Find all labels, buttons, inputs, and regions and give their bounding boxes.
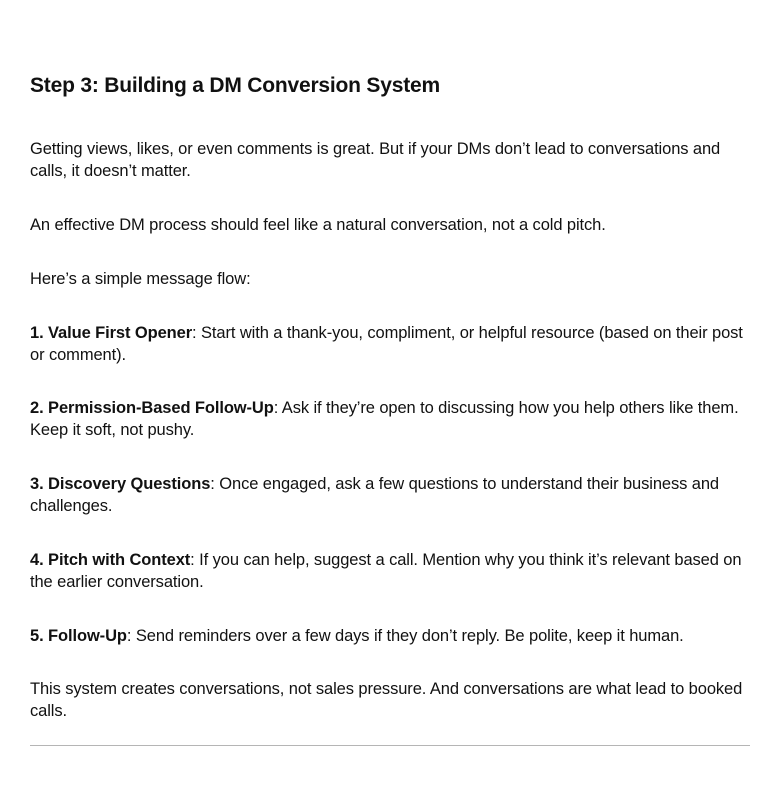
step-item-5	[30, 625, 745, 647]
step-item-4	[30, 549, 745, 593]
section-divider	[30, 745, 750, 746]
step-title: 1. Value First Opener	[30, 324, 193, 342]
step-title: 2. Permission-Based Follow-Up	[30, 399, 274, 417]
intro-paragraph-2: An effective DM process should feel like a natural conversation, not a cold pitch.	[30, 216, 606, 234]
step-title: 3. Discovery Questions	[30, 475, 211, 493]
intro-paragraph-1: Getting views, likes, or even comments is great. But if your DMs don’t lead to conversations and calls, it doesn’t matter.	[30, 140, 721, 180]
step-description: : Once engaged, ask a few questions to understand their business and challenges.	[30, 475, 720, 515]
step-title: 5. Follow-Up	[30, 627, 127, 645]
closing-paragraph: This system creates conversations, not sales pressure. And conversations are what lead to booked calls.	[30, 680, 743, 720]
step-item-2	[30, 397, 745, 441]
intro-paragraph-3: Here’s a simple message flow:	[30, 270, 251, 288]
step-title: 4. Pitch with Context	[30, 551, 191, 569]
step-item-1	[30, 322, 745, 366]
step-description: : Ask if they’re open to discussing how you help others like them. Keep it soft, not pushy.	[30, 399, 739, 439]
step-description: : Start with a thank-you, compliment, or helpful resource (based on their post or comment).	[30, 324, 743, 364]
step-description: : Send reminders over a few days if they don’t reply. Be polite, keep it human.	[126, 627, 684, 645]
step-description: : If you can help, suggest a call. Mention why you think it’s relevant based on the earlier conversation.	[30, 551, 742, 591]
step-item-3	[30, 473, 745, 517]
section-heading: Step 3: Building a DM Conversion System	[30, 74, 440, 97]
